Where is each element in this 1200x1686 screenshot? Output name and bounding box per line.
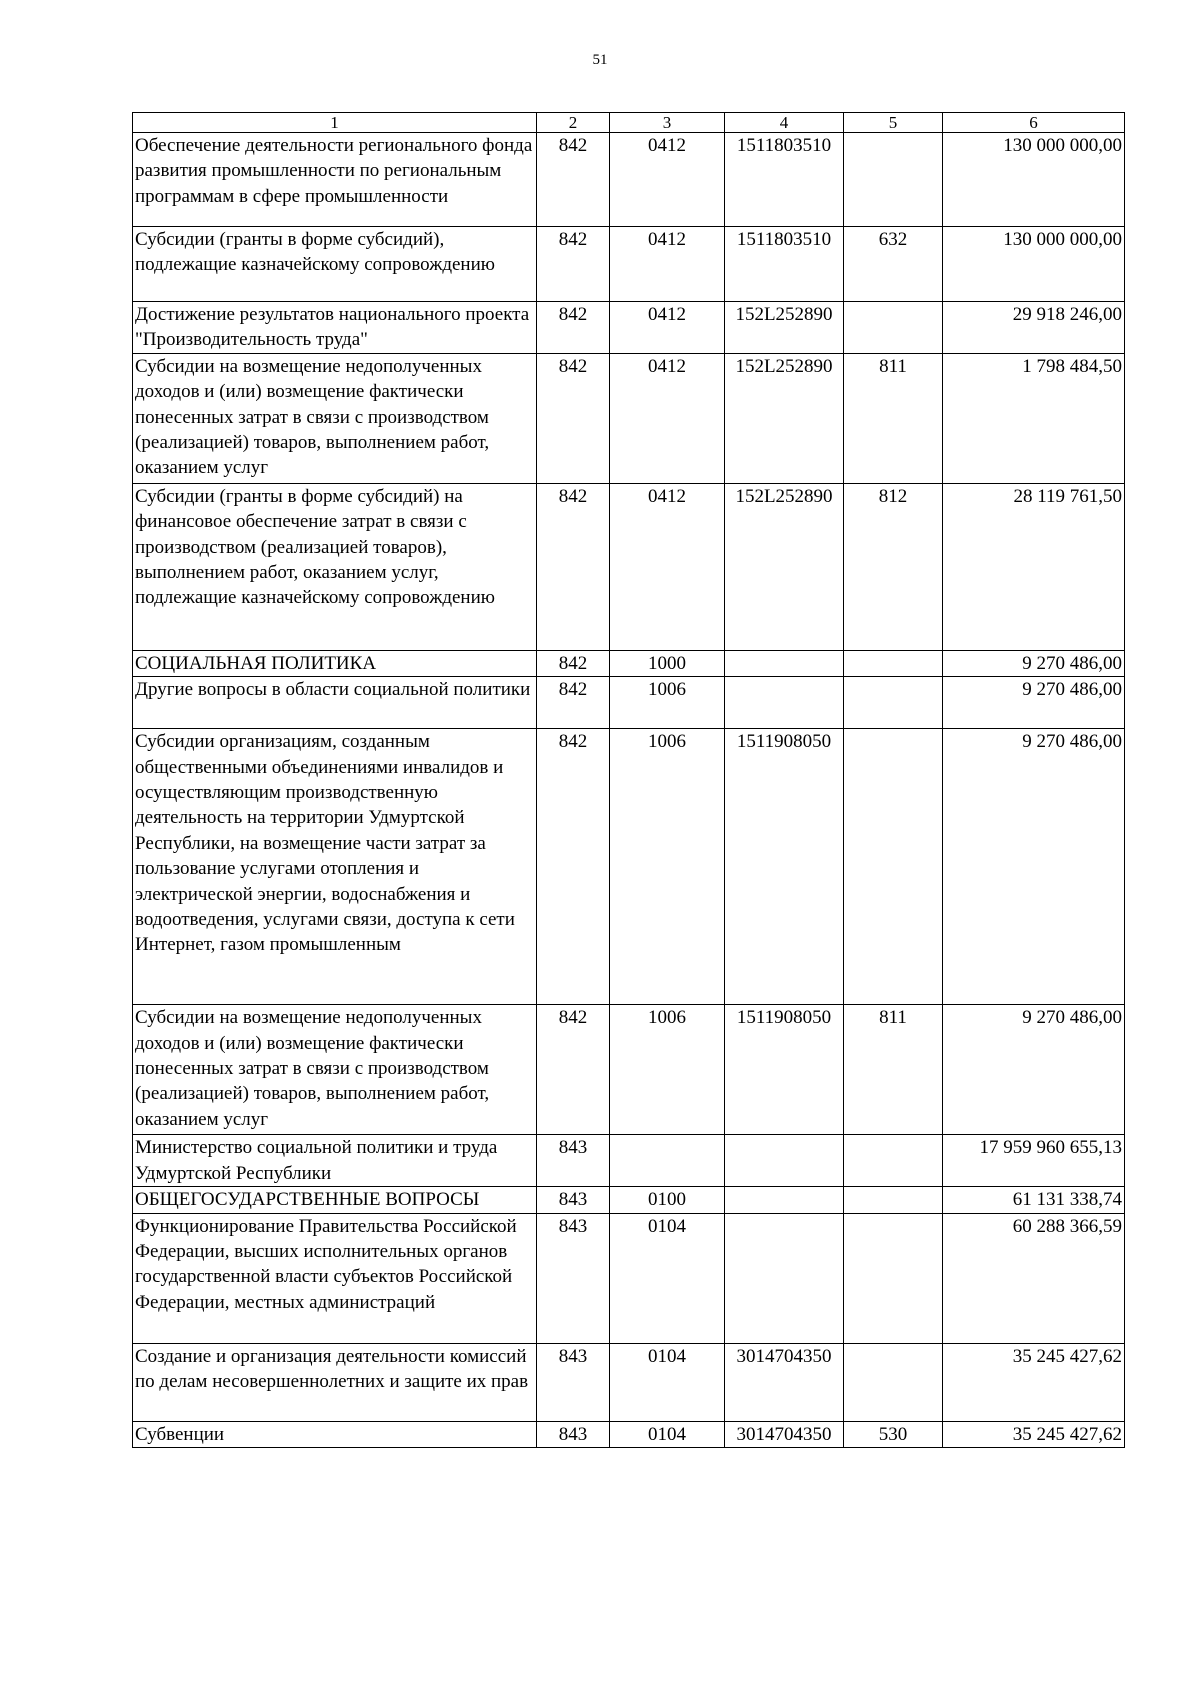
table-row — [133, 1135, 1125, 1187]
row-name: Субсидии организациям, созданным общественными объединениями инвалидов и осуществляющим производственную деятельность на территории Удмуртской Республики, на возмещение части затрат за пользование услугами отопления и электрической энергии, водоснабжения и водоотведения, услугами связи, доступа к сети Интернет, газом промышленным — [133, 729, 537, 1005]
row-sum: 35 245 427,62 — [943, 1343, 1125, 1421]
row-name: Субсидии на возмещение недополученных доходов и (или) возмещение фактически понесенных затрат в связи с производством (реализацией) товаров, выполнением работ, оказанием услуг — [133, 353, 537, 483]
row-name: Субсидии (гранты в форме субсидий) на финансовое обеспечение затрат в связи с производством (реализацией товаров), выполнением работ, оказанием услуг, подлежащие казначейскому сопровождению — [133, 483, 537, 650]
row-rz: 0412 — [610, 353, 725, 483]
row-vr — [844, 1187, 943, 1213]
row-vr — [844, 677, 943, 729]
column-header-6: 6 — [943, 113, 1125, 133]
budget-table — [132, 112, 1125, 1448]
row-name: Министерство социальной политики и труда Удмуртской Республики — [133, 1135, 537, 1187]
row-sum: 9 270 486,00 — [943, 1005, 1125, 1135]
table-row — [133, 650, 1125, 676]
table-row — [133, 1421, 1125, 1447]
table-row — [133, 353, 1125, 483]
table-row — [133, 1005, 1125, 1135]
table-row — [133, 1187, 1125, 1213]
row-rz: 1000 — [610, 650, 725, 676]
row-rz — [610, 1135, 725, 1187]
row-ved: 843 — [537, 1213, 610, 1343]
table-row — [133, 1213, 1125, 1343]
table-row — [133, 133, 1125, 227]
row-rz: 1006 — [610, 677, 725, 729]
row-vr — [844, 1213, 943, 1343]
row-rz: 0412 — [610, 302, 725, 354]
row-csr: 152L252890 — [725, 302, 844, 354]
row-ved: 842 — [537, 133, 610, 227]
row-rz: 0412 — [610, 227, 725, 302]
row-csr — [725, 1187, 844, 1213]
row-ved: 842 — [537, 729, 610, 1005]
page-number: 51 — [592, 52, 608, 68]
column-header-1: 1 — [133, 113, 537, 133]
row-ved: 842 — [537, 483, 610, 650]
row-name: ОБЩЕГОСУДАРСТВЕННЫЕ ВОПРОСЫ — [133, 1187, 537, 1213]
row-csr: 1511908050 — [725, 1005, 844, 1135]
row-ved: 842 — [537, 302, 610, 354]
row-rz: 1006 — [610, 729, 725, 1005]
row-ved: 842 — [537, 353, 610, 483]
row-name: Обеспечение деятельности регионального фонда развития промышленности по региональным программам в сфере промышленности — [133, 133, 537, 227]
row-csr: 1511803510 — [725, 227, 844, 302]
row-csr: 152L252890 — [725, 483, 844, 650]
header-row — [133, 113, 1125, 133]
row-vr: 530 — [844, 1421, 943, 1447]
table-row — [133, 729, 1125, 1005]
row-csr — [725, 677, 844, 729]
table-row — [133, 302, 1125, 354]
row-vr — [844, 1343, 943, 1421]
row-rz: 1006 — [610, 1005, 725, 1135]
row-rz: 0412 — [610, 133, 725, 227]
row-vr — [844, 650, 943, 676]
column-header-3: 3 — [610, 113, 725, 133]
column-header-5: 5 — [844, 113, 943, 133]
row-vr: 632 — [844, 227, 943, 302]
row-ved: 842 — [537, 227, 610, 302]
column-header-2: 2 — [537, 113, 610, 133]
row-ved: 843 — [537, 1187, 610, 1213]
row-name: СОЦИАЛЬНАЯ ПОЛИТИКА — [133, 650, 537, 676]
row-rz: 0104 — [610, 1343, 725, 1421]
row-csr: 1511803510 — [725, 133, 844, 227]
budget-table-wrapper — [132, 112, 1125, 1448]
row-vr — [844, 133, 943, 227]
row-name: Субсидии на возмещение недополученных доходов и (или) возмещение фактически понесенных затрат в связи с производством (реализацией) товаров, выполнением работ, оказанием услуг — [133, 1005, 537, 1135]
row-rz: 0412 — [610, 483, 725, 650]
table-row — [133, 483, 1125, 650]
row-rz: 0104 — [610, 1213, 725, 1343]
row-vr: 811 — [844, 353, 943, 483]
row-sum: 35 245 427,62 — [943, 1421, 1125, 1447]
row-csr — [725, 650, 844, 676]
row-sum: 29 918 246,00 — [943, 302, 1125, 354]
row-csr — [725, 1135, 844, 1187]
row-sum: 28 119 761,50 — [943, 483, 1125, 650]
row-csr — [725, 1213, 844, 1343]
row-ved: 842 — [537, 650, 610, 676]
column-header-4: 4 — [725, 113, 844, 133]
row-sum: 9 270 486,00 — [943, 650, 1125, 676]
row-name: Функционирование Правительства Российской Федерации, высших исполнительных органов государственной власти субъектов Российской Федерации, местных администраций — [133, 1213, 537, 1343]
row-name: Создание и организация деятельности комиссий по делам несовершеннолетних и защите их прав — [133, 1343, 537, 1421]
row-ved: 842 — [537, 677, 610, 729]
row-ved: 843 — [537, 1135, 610, 1187]
row-vr — [844, 302, 943, 354]
row-name: Субвенции — [133, 1421, 537, 1447]
row-sum: 130 000 000,00 — [943, 133, 1125, 227]
row-ved: 842 — [537, 1005, 610, 1135]
row-csr: 3014704350 — [725, 1421, 844, 1447]
row-csr: 1511908050 — [725, 729, 844, 1005]
table-row — [133, 1343, 1125, 1421]
row-vr: 811 — [844, 1005, 943, 1135]
table-row — [133, 677, 1125, 729]
table-row — [133, 227, 1125, 302]
row-csr: 3014704350 — [725, 1343, 844, 1421]
row-sum: 1 798 484,50 — [943, 353, 1125, 483]
row-sum: 60 288 366,59 — [943, 1213, 1125, 1343]
row-ved: 843 — [537, 1421, 610, 1447]
row-name: Другие вопросы в области социальной политики — [133, 677, 537, 729]
row-name: Достижение результатов национального проекта "Производительность труда" — [133, 302, 537, 354]
row-vr — [844, 1135, 943, 1187]
row-sum: 130 000 000,00 — [943, 227, 1125, 302]
row-vr: 812 — [844, 483, 943, 650]
row-ved: 843 — [537, 1343, 610, 1421]
row-vr — [844, 729, 943, 1005]
row-rz: 0100 — [610, 1187, 725, 1213]
row-rz: 0104 — [610, 1421, 725, 1447]
row-sum: 61 131 338,74 — [943, 1187, 1125, 1213]
row-sum: 17 959 960 655,13 — [943, 1135, 1125, 1187]
row-csr: 152L252890 — [725, 353, 844, 483]
row-name: Субсидии (гранты в форме субсидий), подлежащие казначейскому сопровождению — [133, 227, 537, 302]
row-sum: 9 270 486,00 — [943, 729, 1125, 1005]
row-sum: 9 270 486,00 — [943, 677, 1125, 729]
